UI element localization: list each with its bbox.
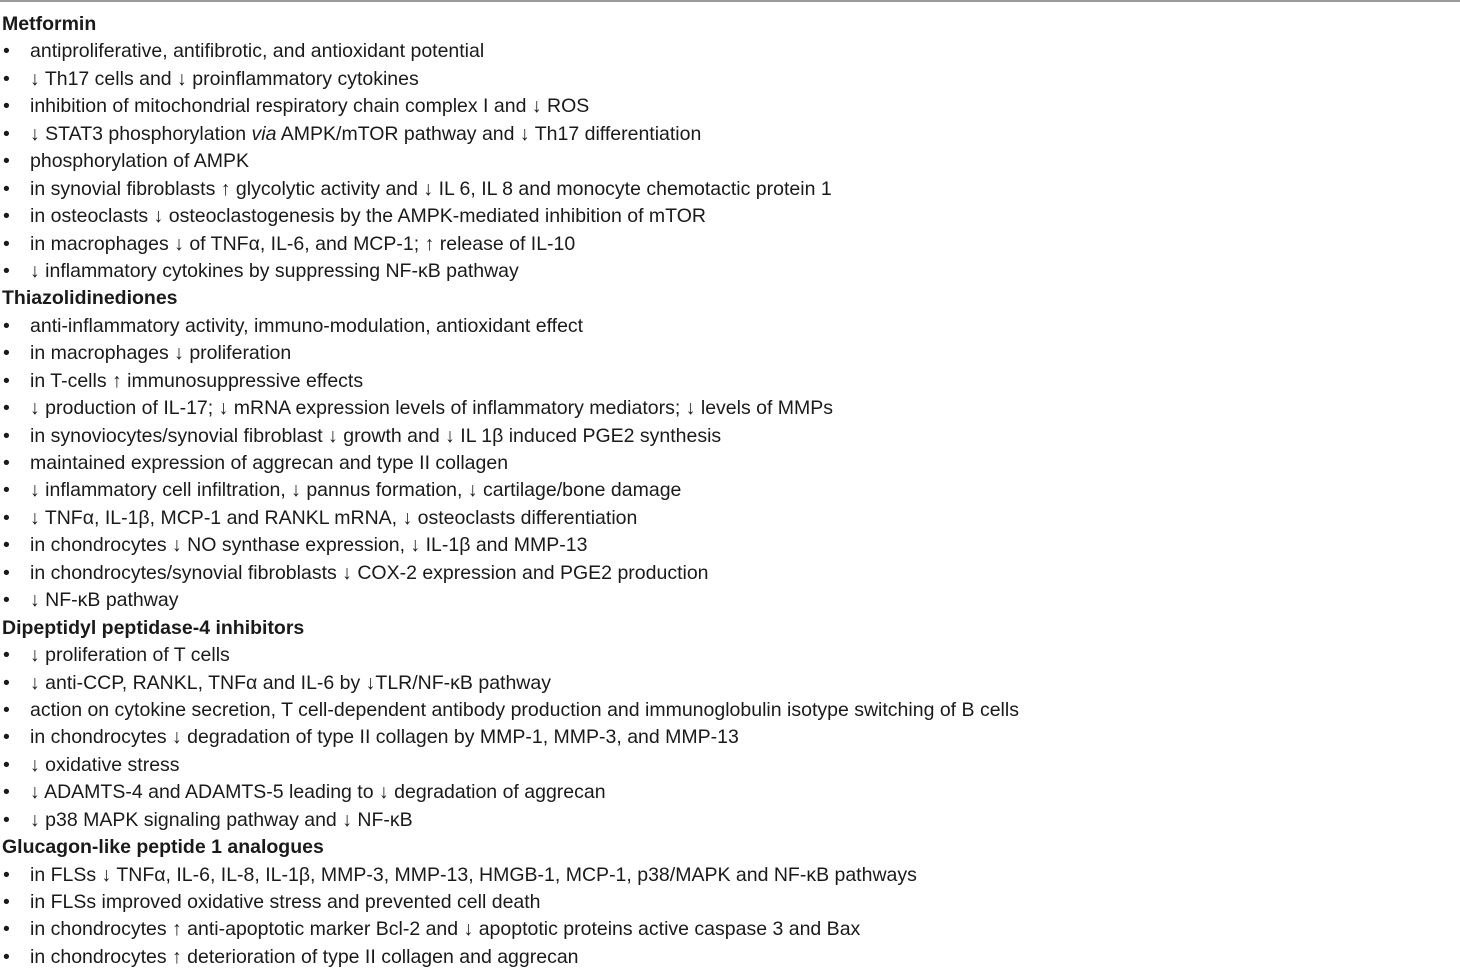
item-text: ↓ production of IL-17; ↓ mRNA expression levels of inflammatory mediators; ↓ levels of MMPs (30, 397, 834, 420)
bullet-item (0, 862, 1460, 889)
bullet-icon: • (3, 205, 10, 228)
item-text: ↓ NF-κB pathway (30, 589, 179, 612)
bullet-icon: • (3, 918, 10, 941)
item-text: in synoviocytes/synovial fibroblast ↓ growth and ↓ IL 1β induced PGE2 synthesis (30, 424, 722, 447)
bullet-item (0, 670, 1460, 697)
bullet-item (0, 450, 1460, 477)
bullet-icon: • (3, 506, 10, 529)
bullet-item (0, 505, 1460, 532)
item-text: in macrophages ↓ of TNFα, IL-6, and MCP-1; ↑ release of IL-10 (30, 232, 576, 255)
section-heading: Glucagon-like peptide 1 analogues (2, 836, 324, 859)
bullet-item (0, 66, 1460, 93)
bullet-icon: • (3, 369, 10, 392)
bullet-item (0, 423, 1460, 450)
item-text: action on cytokine secretion, T cell-dependent antibody production and immunoglobulin isotype switching of B cells (30, 698, 1019, 721)
bullet-icon: • (3, 342, 10, 365)
bullet-icon: • (3, 589, 10, 612)
bullet-item (0, 368, 1460, 395)
bullet-icon: • (3, 753, 10, 776)
bullet-item (0, 944, 1460, 971)
item-text: in synovial fibroblasts ↑ glycolytic activity and ↓ IL 6, IL 8 and monocyte chemotactic protein 1 (30, 177, 832, 200)
bullet-item (0, 477, 1460, 504)
bullet-icon: • (3, 479, 10, 502)
bullet-icon: • (3, 698, 10, 721)
bullet-item (0, 340, 1460, 367)
bullet-icon: • (3, 397, 10, 420)
bullet-item (0, 148, 1460, 175)
item-text: in T-cells ↑ immunosuppressive effects (30, 369, 364, 392)
bullet-icon: • (3, 781, 10, 804)
bullet-item (0, 532, 1460, 559)
emphasis-text: via (251, 122, 277, 145)
bullet-icon: • (3, 232, 10, 255)
bullet-item (0, 889, 1460, 916)
bullet-icon: • (3, 808, 10, 831)
bullet-icon: • (3, 67, 10, 90)
bullet-icon: • (3, 95, 10, 118)
item-text: in FLSs improved oxidative stress and prevented cell death (30, 891, 541, 913)
bullet-item (0, 697, 1460, 724)
bullet-icon: • (3, 150, 10, 173)
item-text: in chondrocytes/synovial fibroblasts ↓ COX-2 expression and PGE2 production (30, 561, 709, 584)
section-heading: Metformin (2, 13, 97, 35)
section-heading: Dipeptidyl peptidase-4 inhibitors (2, 616, 305, 639)
item-text: ↓ oxidative stress (30, 753, 180, 776)
bullet-item (0, 724, 1460, 751)
bullet-item (0, 752, 1460, 779)
bullet-icon: • (3, 314, 10, 337)
section-heading: Thiazolidinediones (2, 287, 178, 310)
drug-effects-table (0, 11, 1460, 971)
bullet-item (0, 231, 1460, 258)
bullet-item (0, 93, 1460, 120)
bullet-item (0, 779, 1460, 806)
bullet-item (0, 176, 1460, 203)
item-text: in macrophages ↓ proliferation (30, 342, 292, 365)
item-text: in FLSs ↓ TNFα, IL-6, IL-8, IL-1β, MMP-3, MMP-13, HMGB-1, MCP-1, p38/MAPK and NF-κB pathways (30, 863, 917, 886)
bullet-item (0, 203, 1460, 230)
item-text: ↓ p38 MAPK signaling pathway and ↓ NF-κB (30, 808, 413, 831)
item-text: in chondrocytes ↑ anti-apoptotic marker Bcl-2 and ↓ apoptotic proteins active caspase 3 and Bax (30, 918, 861, 941)
item-text: anti-inflammatory activity, immuno-modulation, antioxidant effect (30, 314, 584, 337)
item-text: in chondrocytes ↓ degradation of type II collagen by MMP-1, MMP-3, and MMP-13 (30, 726, 739, 749)
bullet-item (0, 807, 1460, 834)
item-text: in chondrocytes ↑ deterioration of type II collagen and aggrecan (30, 945, 579, 968)
item-text: AMPK/mTOR pathway and ↓ Th17 differentiation (276, 122, 702, 145)
item-text: ↓ TNFα, IL-1β, MCP-1 and RANKL mRNA, ↓ osteoclasts differentiation (30, 506, 638, 529)
bullet-icon: • (3, 726, 10, 749)
top-rule (0, 0, 1460, 2)
bullet-item (0, 560, 1460, 587)
bullet-item (0, 258, 1460, 285)
item-text: antiproliferative, antifibrotic, and antioxidant potential (30, 40, 485, 63)
bullet-icon: • (3, 259, 10, 282)
bullet-item (0, 587, 1460, 614)
bullet-icon: • (3, 561, 10, 584)
item-text: phosphorylation of AMPK (30, 150, 249, 173)
bullet-item (0, 642, 1460, 669)
item-text: ↓ proliferation of T cells (30, 644, 230, 667)
bullet-icon: • (3, 534, 10, 557)
bullet-icon: • (3, 863, 10, 886)
bullet-icon: • (3, 424, 10, 447)
item-text: maintained expression of aggrecan and type II collagen (30, 452, 509, 474)
item-text: ↓ ADAMTS-4 and ADAMTS-5 leading to ↓ degradation of aggrecan (30, 781, 606, 804)
bullet-icon: • (3, 177, 10, 200)
bullet-item (0, 916, 1460, 943)
item-text: ↓ STAT3 phosphorylation (30, 122, 252, 145)
item-text: inhibition of mitochondrial respiratory chain complex I and ↓ ROS (30, 95, 590, 118)
bullet-item (0, 395, 1460, 422)
bullet-icon: • (3, 122, 10, 145)
bullet-icon: • (3, 40, 10, 63)
item-text: ↓ inflammatory cell infiltration, ↓ pannus formation, ↓ cartilage/bone damage (30, 479, 682, 502)
bullet-icon: • (3, 891, 10, 913)
bullet-icon: • (3, 671, 10, 694)
bullet-item (0, 121, 1460, 148)
bullet-icon: • (3, 945, 10, 968)
bullet-item (0, 313, 1460, 340)
bullet-icon: • (3, 644, 10, 667)
item-text: ↓ anti-CCP, RANKL, TNFα and IL-6 by ↓TLR/NF-κB pathway (30, 671, 551, 694)
item-text: in osteoclasts ↓ osteoclastogenesis by the AMPK-mediated inhibition of mTOR (30, 205, 706, 228)
bullet-icon: • (3, 452, 10, 474)
item-text: ↓ Th17 cells and ↓ proinflammatory cytokines (30, 67, 419, 90)
bullet-item (0, 38, 1460, 65)
item-text: in chondrocytes ↓ NO synthase expression, ↓ IL-1β and MMP-13 (30, 534, 588, 557)
item-text: ↓ inflammatory cytokines by suppressing NF-κB pathway (30, 259, 519, 282)
